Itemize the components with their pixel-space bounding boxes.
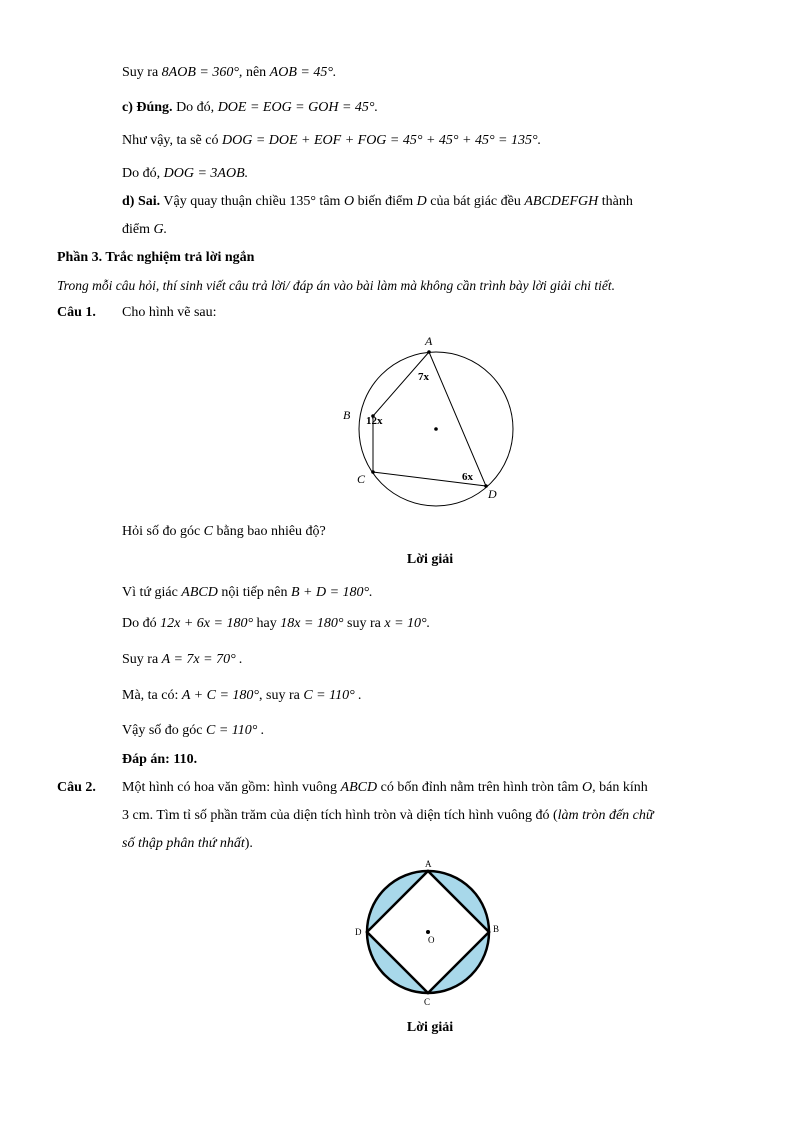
q1-label-c: C — [357, 472, 366, 486]
q2-label-a: A — [425, 859, 432, 869]
math: 8AOB = 360°, — [161, 65, 243, 80]
text: , bán kính — [592, 780, 648, 795]
math: O — [582, 780, 593, 795]
math: 18x = 180° — [280, 616, 344, 631]
text: Suy ra — [122, 652, 162, 667]
math: C — [203, 524, 214, 539]
math: ABCDEFGH — [524, 194, 599, 209]
text: làm tròn đến chữ — [557, 808, 654, 823]
math: C = 110° . — [303, 688, 362, 703]
q1-label-d: D — [488, 487, 497, 501]
math: DOG = DOE + EOF + FOG = 45° + 45° + 45° = 135°. — [221, 133, 542, 148]
q1-center — [434, 427, 438, 431]
q1-label: Câu 1. — [57, 305, 96, 320]
text: Hỏi số đo góc — [122, 524, 204, 539]
q1-solution-line-3 — [122, 651, 243, 669]
math: D — [416, 194, 427, 209]
statement-label: c) Đúng. — [122, 100, 173, 115]
q1-label-b: B — [343, 408, 351, 422]
text: Như vậy, ta sẽ có — [122, 133, 222, 148]
q1-answer: Đáp án: 110. — [122, 752, 198, 767]
q1-label-a: A — [425, 334, 433, 348]
q1-point-a — [427, 350, 431, 354]
text: điểm — [122, 222, 154, 237]
solution-line-c — [122, 99, 378, 117]
solution-line-dog-3aob — [122, 165, 248, 183]
part3-heading: Phần 3. Trắc nghiệm trả lời ngắn — [57, 250, 255, 265]
text: , suy ra — [259, 688, 304, 703]
q1-angle-b: 12x — [366, 415, 383, 427]
math: C = 110° . — [206, 723, 265, 738]
math: x = 10°. — [384, 616, 431, 631]
q1-solution-title: Lời giải — [406, 552, 454, 567]
q2-center — [426, 930, 430, 934]
math: ABCD — [181, 585, 218, 600]
solution-line-d-cont — [122, 221, 167, 239]
text: ). — [244, 836, 253, 851]
math: A + C = 180° — [181, 688, 260, 703]
text: của bát giác đều — [426, 194, 525, 209]
text: Vậy quay thuận chiều 135° tâm — [160, 194, 344, 209]
q1-angle-d: 6x — [462, 471, 473, 483]
solution-line-d — [122, 193, 728, 211]
solution-line-dog-sum — [122, 132, 541, 150]
q1-point-c — [371, 470, 375, 474]
q1-solution-line-5 — [122, 722, 264, 740]
q1-figure — [336, 330, 536, 510]
q1-question — [122, 523, 326, 541]
text: có bốn đỉnh nằm trên hình tròn tâm — [377, 780, 583, 795]
q2-solution-title: Lời giải — [406, 1020, 454, 1035]
text: thành — [598, 194, 633, 209]
text: Do đó, — [122, 166, 164, 181]
q2-text-line-1 — [122, 779, 648, 797]
q2-text-line-2 — [122, 807, 654, 825]
q2-label: Câu 2. — [57, 780, 96, 795]
text: hay — [253, 616, 281, 631]
math: DOE = EOG = GOH = 45°. — [217, 100, 379, 115]
q1-solution-line-4 — [122, 687, 362, 705]
text: Vì tứ giác — [122, 585, 182, 600]
text: Một hình có hoa văn gồm: hình vuông — [122, 780, 341, 795]
text: số thập phân thứ nhất — [122, 836, 245, 851]
solution-line-aob — [122, 64, 336, 82]
math: ABCD — [340, 780, 378, 795]
q1-text: Cho hình vẽ sau: — [122, 305, 217, 320]
text: biến điểm — [354, 194, 417, 209]
text: suy ra — [343, 616, 385, 631]
statement-label: d) Sai. — [122, 194, 161, 209]
math: AOB = 45°. — [269, 65, 337, 80]
q2-label-o: O — [428, 935, 435, 945]
text: Vậy số đo góc — [122, 723, 206, 738]
q1-angle-a: 7x — [418, 371, 429, 383]
math: DOG = 3AOB. — [163, 166, 249, 181]
math: A = 7x = 70° . — [161, 652, 243, 667]
math: G. — [153, 222, 168, 237]
text: nội tiếp nên — [217, 585, 291, 600]
q2-label-d: D — [355, 927, 362, 937]
text: Suy ra — [122, 65, 162, 80]
text: Mà, ta có: — [122, 688, 182, 703]
math: 12x + 6x = 180° — [160, 616, 254, 631]
q1-solution-line-1 — [122, 584, 373, 602]
text: Do đó, — [172, 100, 218, 115]
q2-label-c: C — [424, 997, 431, 1007]
part3-instruction: Trong mỗi câu hỏi, thí sinh viết câu trả lời/ đáp án vào bài làm mà không cần trình bày lời giải chi tiết. — [57, 278, 615, 293]
math: O — [343, 194, 355, 209]
text: bằng bao nhiêu độ? — [213, 524, 326, 539]
text: Do đó — [122, 616, 161, 631]
q1-solution-line-2 — [122, 615, 430, 633]
q1-quadrilateral — [373, 352, 486, 486]
q2-text-line-3 — [122, 835, 253, 853]
text: 3 cm. Tìm tỉ số phần trăm của diện tích hình tròn và diện tích hình vuông đó ( — [122, 808, 558, 823]
q2-figure — [350, 857, 510, 1007]
text: nên — [242, 65, 270, 80]
q2-label-b: B — [493, 924, 500, 934]
math: B + D = 180°. — [290, 585, 373, 600]
